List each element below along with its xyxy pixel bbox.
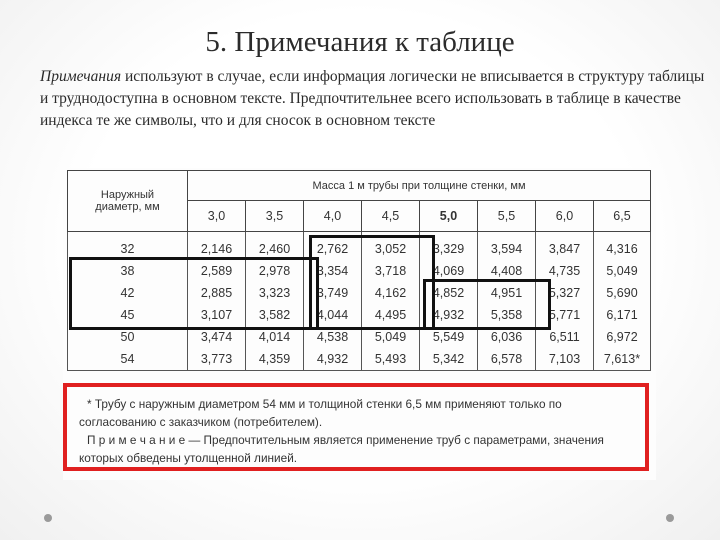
value-cell: 4,044 (304, 304, 362, 326)
value-cell: 6,578 (478, 348, 536, 371)
value-cell: 4,014 (246, 326, 304, 348)
value-cell: 7,103 (536, 348, 594, 371)
value-cell: 6,972 (594, 326, 651, 348)
thickness-header: 5,5 (478, 201, 536, 232)
value-cell: 3,323 (246, 282, 304, 304)
value-cell: 5,549 (420, 326, 478, 348)
thickness-header: 6,0 (536, 201, 594, 232)
value-cell: 5,049 (594, 260, 651, 282)
value-cell: 2,460 (246, 232, 304, 261)
value-cell: 3,718 (362, 260, 420, 282)
diameter-cell: 50 (68, 326, 188, 348)
highlighted-notes-frame (63, 383, 649, 471)
decor-dot (44, 514, 52, 522)
intro-text: используют в случае, если информация логически не вписывается в структуру таблицы и труднодоступна в основном тексте. Предпочтительнее всего использовать в таблице в качестве индекса те же символы, что и для сносок в основном тексте (40, 68, 705, 129)
value-cell: 4,735 (536, 260, 594, 282)
value-cell: 3,329 (420, 232, 478, 261)
group-header: Масса 1 м трубы при толщине стенки, мм (188, 171, 651, 201)
value-cell: 5,342 (420, 348, 478, 371)
value-cell: 6,171 (594, 304, 651, 326)
diameter-cell: 32 (68, 232, 188, 261)
intro-italic-word: Примечания (40, 68, 122, 85)
value-cell: 3,847 (536, 232, 594, 261)
footnote-text: * Трубу с наружным диаметром 54 мм и толщиной стенки 6,5 мм применяют только по согласованию с заказчиком (потребителем). (79, 397, 562, 429)
thickness-header: 6,5 (594, 201, 651, 232)
value-cell: 6,511 (536, 326, 594, 348)
table-row (68, 348, 651, 371)
slide-title: 5. Примечания к таблице (205, 26, 515, 58)
value-cell: 4,932 (304, 348, 362, 371)
thickness-header: 5,0 (420, 201, 478, 232)
value-cell: 3,474 (188, 326, 246, 348)
value-cell: 5,327 (536, 282, 594, 304)
value-cell: 2,146 (188, 232, 246, 261)
value-cell: 4,852 (420, 282, 478, 304)
value-cell: 2,589 (188, 260, 246, 282)
value-cell: 4,408 (478, 260, 536, 282)
value-cell: 3,052 (362, 232, 420, 261)
value-cell: 5,771 (536, 304, 594, 326)
diameter-cell: 45 (68, 304, 188, 326)
value-cell: 3,582 (246, 304, 304, 326)
value-cell: 2,885 (188, 282, 246, 304)
value-cell: 4,932 (420, 304, 478, 326)
value-cell: 6,036 (478, 326, 536, 348)
thickness-header: 3,0 (188, 201, 246, 232)
value-cell: 3,749 (304, 282, 362, 304)
value-cell: 5,690 (594, 282, 651, 304)
value-cell: 2,762 (304, 232, 362, 261)
table-row (68, 282, 651, 304)
value-cell: 4,162 (362, 282, 420, 304)
diameter-cell: 42 (68, 282, 188, 304)
table-row (68, 232, 651, 261)
intro-paragraph (40, 66, 710, 132)
value-cell: 3,107 (188, 304, 246, 326)
value-cell: 2,978 (246, 260, 304, 282)
table-row (68, 260, 651, 282)
corner-header: Наружный диаметр, мм (68, 171, 188, 232)
notes-block (79, 395, 641, 467)
value-cell: 4,069 (420, 260, 478, 282)
thickness-header: 4,0 (304, 201, 362, 232)
thickness-header: 3,5 (246, 201, 304, 232)
value-cell: 3,773 (188, 348, 246, 371)
decor-dot (666, 514, 674, 522)
value-cell: 3,594 (478, 232, 536, 261)
table-row (68, 326, 651, 348)
value-cell: 5,358 (478, 304, 536, 326)
value-cell: 4,538 (304, 326, 362, 348)
value-cell: 5,049 (362, 326, 420, 348)
diameter-cell: 54 (68, 348, 188, 371)
value-cell: 4,316 (594, 232, 651, 261)
remark-text: П р и м е ч а н и е — Предпочтительным является применение труб с параметрами, значения которых обведены утолщенной линией. (79, 433, 604, 465)
thickness-header: 4,5 (362, 201, 420, 232)
value-cell: 4,951 (478, 282, 536, 304)
table-row (68, 304, 651, 326)
value-cell: 5,493 (362, 348, 420, 371)
value-cell: 4,495 (362, 304, 420, 326)
diameter-cell: 38 (68, 260, 188, 282)
value-cell: 3,354 (304, 260, 362, 282)
value-cell: 4,359 (246, 348, 304, 371)
value-cell: 7,613* (594, 348, 651, 371)
pipe-mass-table (67, 170, 651, 371)
